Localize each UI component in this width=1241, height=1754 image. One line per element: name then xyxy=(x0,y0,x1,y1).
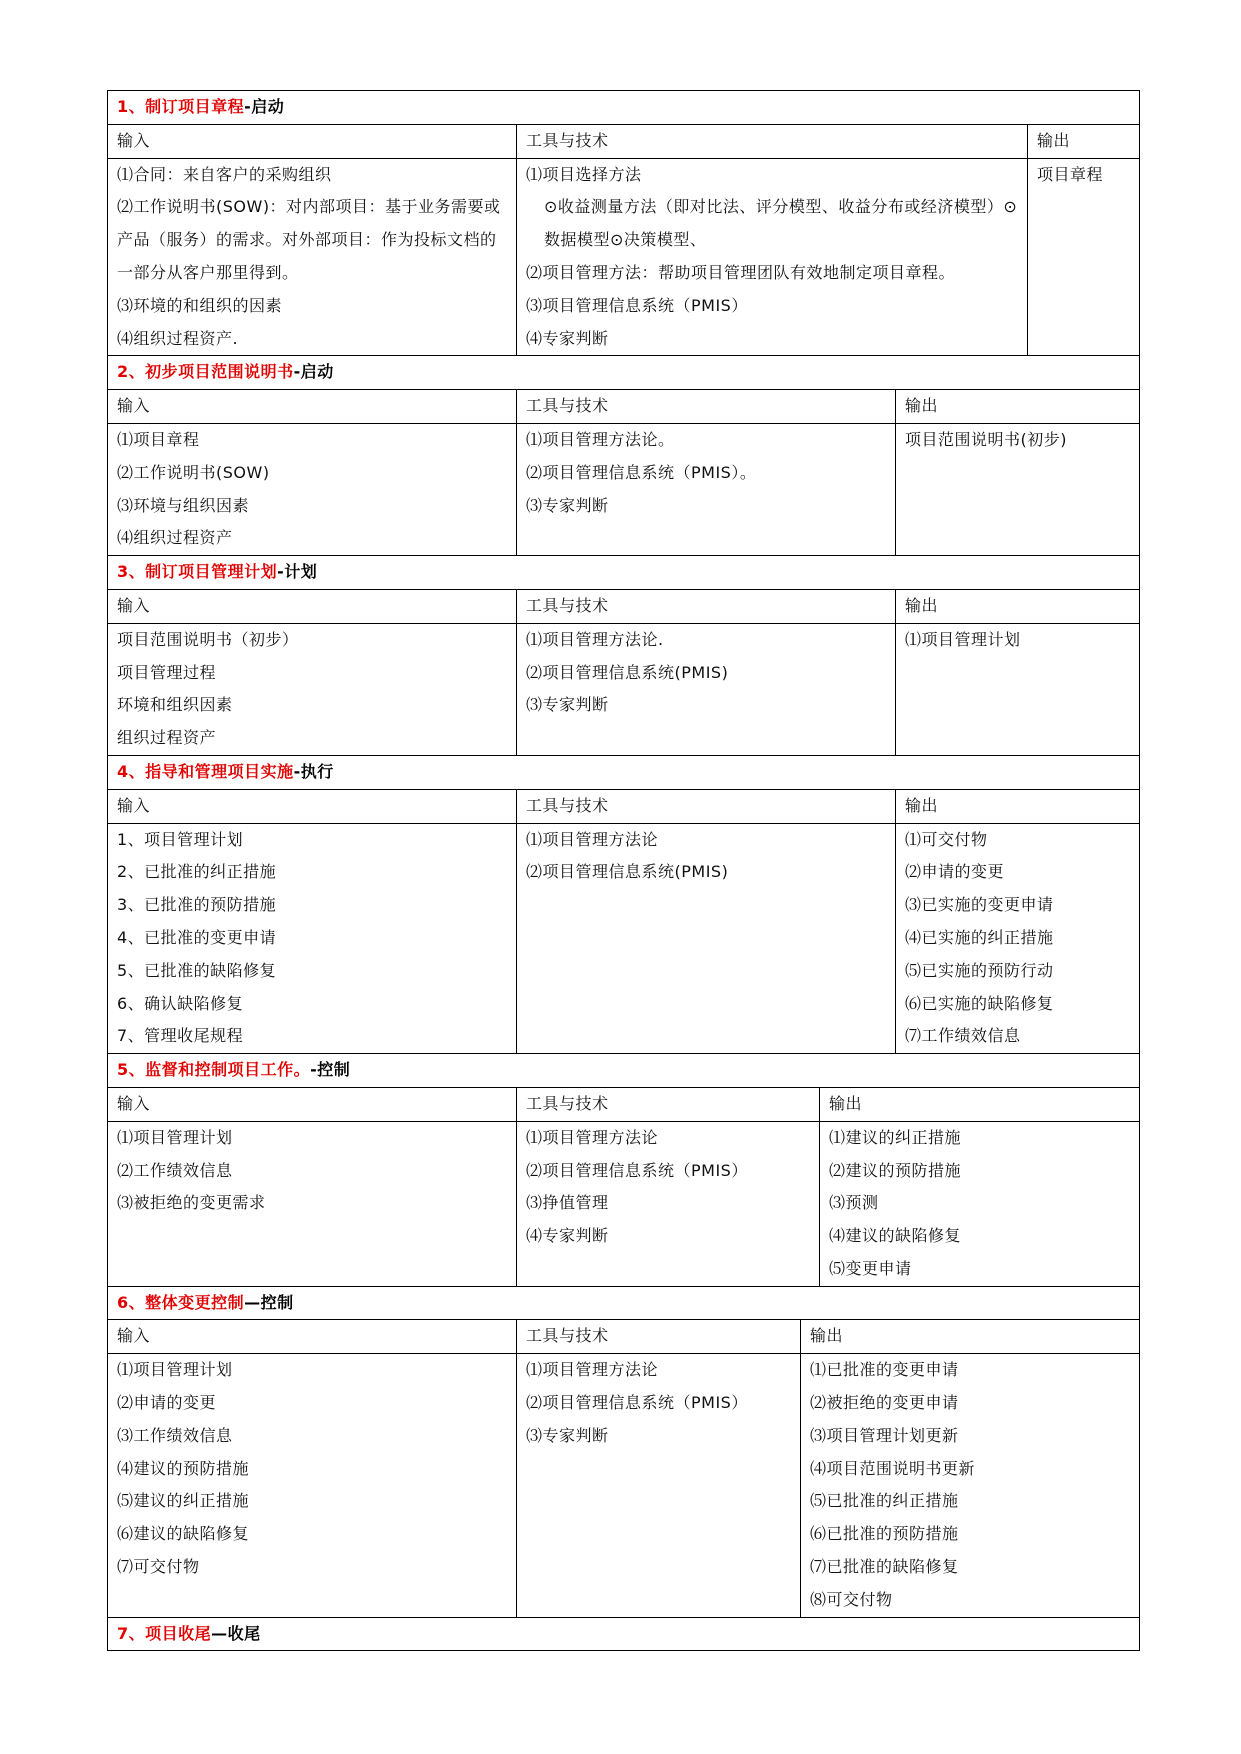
section-title: 2、初步项目范围说明书-启动 xyxy=(108,356,1140,389)
section-5-table xyxy=(107,1054,1140,1287)
output-item: ⑺已批准的缺陷修复 xyxy=(810,1557,959,1577)
output-header: 输出 xyxy=(896,589,1140,623)
process-document xyxy=(107,90,1139,1651)
input-item: ⑴合同：来自客户的采购组织 xyxy=(117,164,332,184)
input-cell xyxy=(108,623,517,755)
tools-cell xyxy=(517,1354,801,1617)
section-4-table xyxy=(107,756,1140,1054)
tools-header: 工具与技术 xyxy=(517,1087,820,1121)
input-item: 2、已批准的纠正措施 xyxy=(117,862,277,882)
input-item: ⑺可交付物 xyxy=(117,1557,200,1577)
input-header: 输入 xyxy=(108,1087,517,1121)
output-item: ⑷已实施的纠正措施 xyxy=(905,927,1054,947)
tools-cell xyxy=(517,423,896,555)
output-item: ⑶预测 xyxy=(829,1193,879,1213)
tools-cell xyxy=(517,823,896,1054)
output-item: ⑺工作绩效信息 xyxy=(905,1026,1021,1046)
input-item: 6、确认缺陷修复 xyxy=(117,993,244,1013)
input-item: ⑷组织过程资产. xyxy=(117,328,239,348)
input-item: ⑵工作说明书(SOW) xyxy=(117,462,270,482)
tool-item: ⑴项目管理方法论 xyxy=(526,1360,659,1380)
section-title: 7、项目收尾—收尾 xyxy=(108,1618,1140,1651)
input-cell xyxy=(108,1354,517,1617)
input-item: ⑹建议的缺陷修复 xyxy=(117,1524,250,1544)
output-item: ⑶已实施的变更申请 xyxy=(905,895,1054,915)
input-item: ⑷组织过程资产 xyxy=(117,528,233,548)
tool-item: ⑶专家判断 xyxy=(526,1425,609,1445)
output-cell xyxy=(1028,158,1140,356)
output-item: ⑷项目范围说明书更新 xyxy=(810,1458,976,1478)
input-item: ⑴项目管理计划 xyxy=(117,1127,233,1147)
section-1-table xyxy=(107,90,1140,356)
output-item: ⑹已实施的缺陷修复 xyxy=(905,993,1054,1013)
output-item: ⑸已实施的预防行动 xyxy=(905,960,1054,980)
tool-item: ⑴项目管理方法论。 xyxy=(526,429,675,449)
input-item: 3、已批准的预防措施 xyxy=(117,895,277,915)
output-item: ⑵建议的预防措施 xyxy=(829,1160,962,1180)
input-header: 输入 xyxy=(108,589,517,623)
section-title: 6、整体变更控制—控制 xyxy=(108,1287,1140,1320)
input-item: ⑷建议的预防措施 xyxy=(117,1458,250,1478)
output-item: ⑵申请的变更 xyxy=(905,862,1005,882)
tool-item: ⑷专家判断 xyxy=(526,1226,609,1246)
tool-item: ⊙收益测量方法（即对比法、评分模型、收益分布或经济模型）⊙数据模型⊙决策模型、 xyxy=(544,197,1018,250)
input-item: 4、已批准的变更申请 xyxy=(117,927,277,947)
output-item: ⑴项目管理计划 xyxy=(905,629,1021,649)
output-item: ⑶项目管理计划更新 xyxy=(810,1425,959,1445)
tools-cell xyxy=(517,158,1028,356)
tool-item: ⑶专家判断 xyxy=(526,695,609,715)
output-item: ⑹已批准的预防措施 xyxy=(810,1524,959,1544)
tools-cell xyxy=(517,623,896,755)
output-item: 项目章程 xyxy=(1037,164,1104,184)
output-item: ⑵被拒绝的变更申请 xyxy=(810,1393,959,1413)
section-2-table xyxy=(107,356,1140,556)
output-item: ⑸已批准的纠正措施 xyxy=(810,1491,959,1511)
input-item: ⑴项目章程 xyxy=(117,429,200,449)
tool-item: ⑵项目管理方法：帮助项目管理团队有效地制定项目章程。 xyxy=(526,262,956,282)
input-cell xyxy=(108,1121,517,1286)
tools-cell xyxy=(517,1121,820,1286)
input-item: 1、项目管理计划 xyxy=(117,829,244,849)
input-cell xyxy=(108,823,517,1054)
output-header: 输出 xyxy=(1028,124,1140,158)
section-title: 5、监督和控制项目工作。-控制 xyxy=(108,1054,1140,1087)
input-item: 环境和组织因素 xyxy=(117,695,233,715)
input-cell xyxy=(108,158,517,356)
input-item: ⑵工作绩效信息 xyxy=(117,1160,233,1180)
input-item: ⑵申请的变更 xyxy=(117,1393,217,1413)
output-cell xyxy=(896,823,1140,1054)
input-item: 项目管理过程 xyxy=(117,662,217,682)
section-7-table xyxy=(107,1618,1140,1652)
tool-item: ⑴项目管理方法论 xyxy=(526,829,659,849)
output-item: ⑴可交付物 xyxy=(905,829,988,849)
output-header: 输出 xyxy=(896,789,1140,823)
tool-item: ⑴项目管理方法论 xyxy=(526,1127,659,1147)
input-cell xyxy=(108,423,517,555)
section-title: 1、制订项目章程-启动 xyxy=(108,91,1140,125)
output-cell xyxy=(801,1354,1140,1617)
input-item: 5、已批准的缺陷修复 xyxy=(117,960,277,980)
output-header: 输出 xyxy=(801,1320,1140,1354)
output-header: 输出 xyxy=(820,1087,1140,1121)
tool-item: ⑵项目管理信息系统（PMIS） xyxy=(526,1160,748,1180)
input-item: ⑶工作绩效信息 xyxy=(117,1425,233,1445)
tool-item: ⑵项目管理信息系统（PMIS）。 xyxy=(526,462,757,482)
input-item: ⑶环境与组织因素 xyxy=(117,495,250,515)
input-item: ⑶环境的和组织的因素 xyxy=(117,295,283,315)
input-item: ⑵工作说明书(SOW)：对内部项目：基于业务需要或产品（服务）的需求。对外部项目：作为投标文档的一部分从客户那里得到。 xyxy=(117,197,501,282)
tool-item: ⑵项目管理信息系统（PMIS） xyxy=(526,1393,748,1413)
input-item: ⑸建议的纠正措施 xyxy=(117,1491,250,1511)
section-6-table xyxy=(107,1287,1140,1618)
input-item: 7、管理收尾规程 xyxy=(117,1026,244,1046)
tools-header: 工具与技术 xyxy=(517,1320,801,1354)
tool-item: ⑵项目管理信息系统(PMIS) xyxy=(526,662,729,682)
tool-item: ⑶专家判断 xyxy=(526,495,609,515)
output-item: 项目范围说明书(初步) xyxy=(905,429,1067,449)
output-item: ⑴建议的纠正措施 xyxy=(829,1127,962,1147)
output-item: ⑴已批准的变更申请 xyxy=(810,1360,959,1380)
tool-item: ⑴项目选择方法 xyxy=(526,164,642,184)
input-header: 输入 xyxy=(108,1320,517,1354)
tool-item: ⑵项目管理信息系统(PMIS) xyxy=(526,862,729,882)
tool-item: ⑶挣值管理 xyxy=(526,1193,609,1213)
output-item: ⑻可交付物 xyxy=(810,1589,893,1609)
tool-item: ⑶项目管理信息系统（PMIS） xyxy=(526,295,748,315)
output-header: 输出 xyxy=(896,390,1140,424)
output-item: ⑷建议的缺陷修复 xyxy=(829,1226,962,1246)
output-cell xyxy=(896,623,1140,755)
input-header: 输入 xyxy=(108,789,517,823)
input-item: ⑶被拒绝的变更需求 xyxy=(117,1193,266,1213)
input-item: 组织过程资产 xyxy=(117,728,217,748)
input-item: ⑴项目管理计划 xyxy=(117,1360,233,1380)
input-header: 输入 xyxy=(108,124,517,158)
output-item: ⑸变更申请 xyxy=(829,1258,912,1278)
tool-item: ⑷专家判断 xyxy=(526,328,609,348)
output-cell xyxy=(820,1121,1140,1286)
tool-item: ⑴项目管理方法论. xyxy=(526,629,664,649)
input-item: 项目范围说明书（初步） xyxy=(117,629,299,649)
tools-header: 工具与技术 xyxy=(517,589,896,623)
output-cell xyxy=(896,423,1140,555)
input-header: 输入 xyxy=(108,390,517,424)
section-title: 4、指导和管理项目实施-执行 xyxy=(108,756,1140,789)
section-3-table xyxy=(107,556,1140,756)
tools-header: 工具与技术 xyxy=(517,390,896,424)
tools-header: 工具与技术 xyxy=(517,789,896,823)
section-title: 3、制订项目管理计划-计划 xyxy=(108,556,1140,589)
tools-header: 工具与技术 xyxy=(517,124,1028,158)
